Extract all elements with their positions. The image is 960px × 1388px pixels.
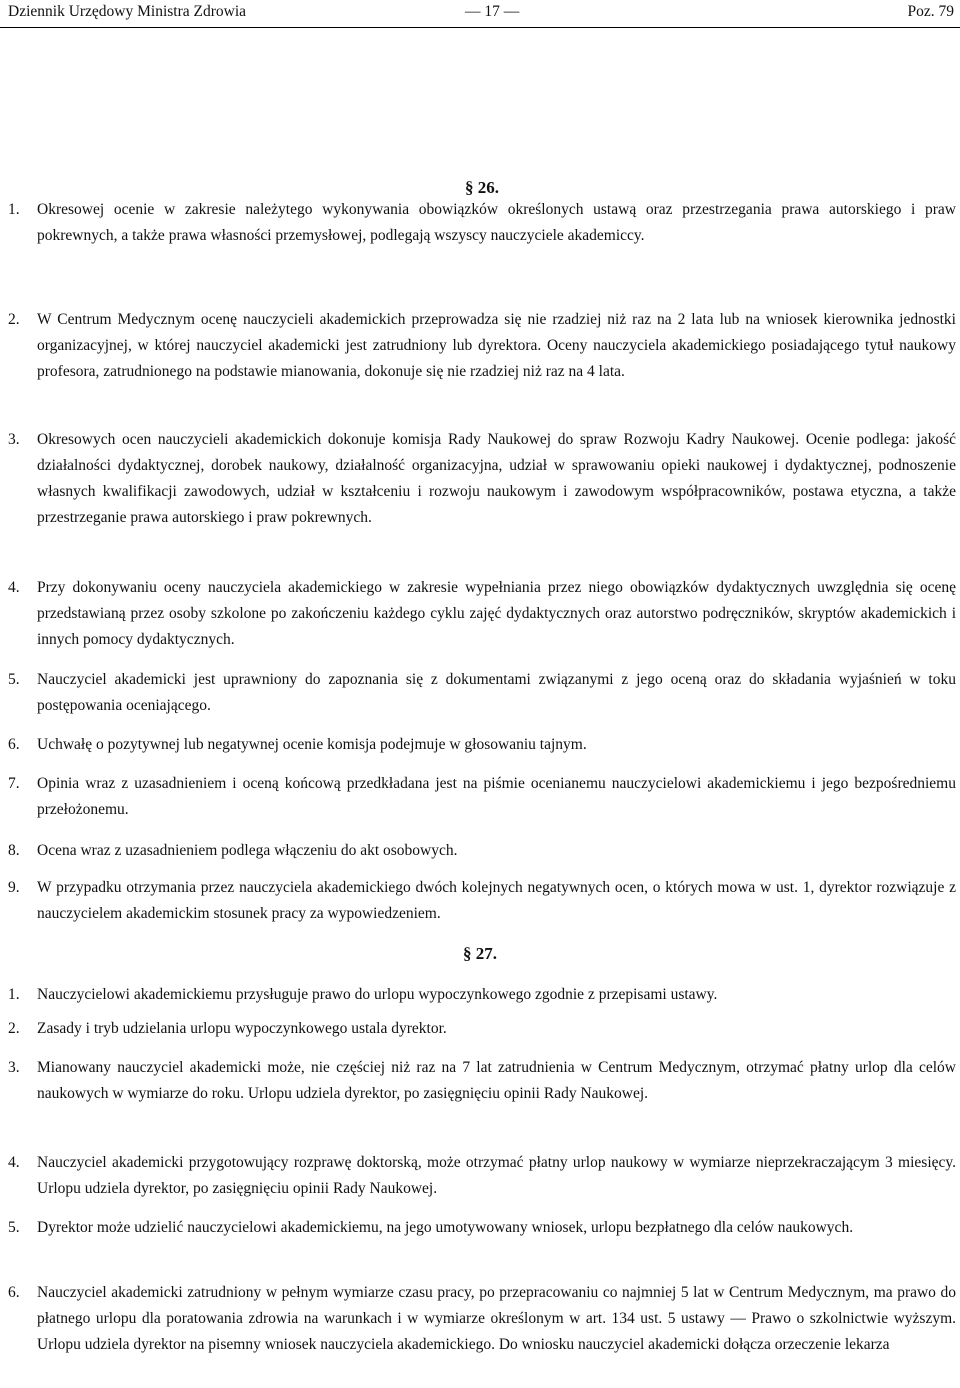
- paragraph-27-3: [8, 1055, 956, 1107]
- paragraph-26-6: [8, 732, 956, 758]
- paragraph-27-2: [8, 1016, 956, 1042]
- paragraph-number: 3.: [8, 1059, 20, 1076]
- item-position: Poz. 79: [907, 3, 954, 20]
- paragraph-number: 6.: [8, 736, 20, 753]
- paragraph-number: 4.: [8, 1154, 20, 1171]
- paragraph-26-3: [8, 427, 956, 531]
- paragraph-text: Opinia wraz z uzasadnieniem i oceną końcową przedkładana jest na piśmie ocenianemu nauczycielowi akademickiemu i jego bezpośredniemu przełożonemu.: [37, 775, 956, 818]
- paragraph-text: Nauczyciel akademicki przygotowujący rozprawę doktorską, może otrzymać płatny urlop naukowy w wymiarze nieprzekraczającym 3 miesięcy. Urlopu udziela dyrektor, po zasięgnięciu opinii Rady Naukowej.: [37, 1154, 956, 1197]
- paragraph-27-5: [8, 1215, 956, 1241]
- section-heading-text: § 26.: [465, 178, 499, 197]
- paragraph-26-1: [8, 197, 956, 249]
- paragraph-text: Ocena wraz z uzasadnieniem podlega włączeniu do akt osobowych.: [37, 842, 458, 859]
- paragraph-number: 9.: [8, 879, 20, 896]
- paragraph-26-9: [8, 875, 956, 927]
- paragraph-number: 5.: [8, 671, 20, 688]
- paragraph-text: Dyrektor może udzielić nauczycielowi akademickiemu, na jego umotywowany wniosek, urlopu bezpłatnego dla celów naukowych.: [37, 1219, 854, 1236]
- paragraph-number: 8.: [8, 842, 20, 859]
- paragraph-number: 6.: [8, 1284, 20, 1301]
- paragraph-text: W przypadku otrzymania przez nauczyciela akademickiego dwóch kolejnych negatywnych ocen, o których mowa w ust. 1, dyrektor rozwiązuje z nauczycielem akademickim stosunek pracy za wypowiedzeniem.: [37, 879, 956, 922]
- paragraph-number: 3.: [8, 431, 20, 448]
- paragraph-text: Zasady i tryb udzielania urlopu wypoczynkowego ustala dyrektor.: [37, 1020, 447, 1037]
- page-header: [0, 0, 960, 28]
- paragraph-number: 2.: [8, 1020, 20, 1037]
- paragraph-27-1: [8, 982, 956, 1008]
- paragraph-number: 5.: [8, 1219, 20, 1236]
- paragraph-27-6: [8, 1280, 956, 1358]
- paragraph-number: 2.: [8, 311, 20, 328]
- paragraph-26-5: [8, 667, 956, 719]
- paragraph-text: Uchwałę o pozytywnej lub negatywnej ocenie komisja podejmuje w głosowaniu tajnym.: [37, 736, 587, 753]
- page-number: — 17 —: [465, 3, 520, 20]
- paragraph-26-2: [8, 307, 956, 385]
- section-heading-27: [0, 941, 960, 967]
- paragraph-text: Okresowej ocenie w zakresie należytego wykonywania obowiązków określonych ustawą oraz przestrzegania prawa autorskiego i praw pokrewnych, a także prawa własności przemysłowej, podlegają wszyscy nauczyciele akademiccy.: [37, 201, 956, 244]
- paragraph-text: W Centrum Medycznym ocenę nauczycieli akademickich przeprowadza się nie rzadziej niż raz na 2 lata lub na wniosek kierownika jednostki organizacyjnej, w której nauczyciel akademicki jest zatrudniony lub dyrektora. Oceny nauczyciela akademickiego posiadającego tytuł naukowy profesora, zatrudnionego na podstawie mianowania, dokonuje się nie rzadziej niż raz na 4 lata.: [37, 311, 956, 380]
- paragraph-number: 1.: [8, 986, 20, 1003]
- paragraph-text: Okresowych ocen nauczycieli akademickich dokonuje komisja Rady Naukowej do spraw Rozwoju Kadry Naukowej. Ocenie podlega: jakość działalności dydaktycznej, dorobek naukowy, działalność organizacyjna, udział w sprawowaniu opieki naukowej i dydaktycznej, podnoszenie własnych kwalifikacji zawodowych, udział w kształceniu i rozwoju naukowym i zawodowym współpracowników, postawa etyczna, a także przestrzeganie prawa autorskiego i praw pokrewnych.: [37, 431, 956, 526]
- paragraph-26-8: [8, 838, 956, 864]
- paragraph-number: 7.: [8, 775, 20, 792]
- paragraph-text: Mianowany nauczyciel akademicki może, nie częściej niż raz na 7 lat zatrudnienia w Centrum Medycznym, otrzymać płatny urlop dla celów naukowych w wymiarze do roku. Urlopu udziela dyrektor, po zasięgnięciu opinii Rady Naukowej.: [37, 1059, 956, 1102]
- paragraph-27-4: [8, 1150, 956, 1202]
- paragraph-26-4: [8, 575, 956, 653]
- paragraph-text: Nauczycielowi akademickiemu przysługuje prawo do urlopu wypoczynkowego zgodnie z przepisami ustawy.: [37, 986, 718, 1003]
- paragraph-text: Przy dokonywaniu oceny nauczyciela akademickiego w zakresie wypełniania przez niego obowiązków dydaktycznych uwzględnia się ocenę przedstawianą przez osoby szkolone po zakończeniu każdego cyklu zajęć dydaktycznych oraz autorstwo podręczników, skryptów akademickich i innych pomocy dydaktycznych.: [37, 579, 956, 648]
- paragraph-text: Nauczyciel akademicki jest uprawniony do zapoznania się z dokumentami związanymi z jego oceną oraz do składania wyjaśnień w toku postępowania oceniającego.: [37, 671, 956, 714]
- paragraph-number: 4.: [8, 579, 20, 596]
- paragraph-text: Nauczyciel akademicki zatrudniony w pełnym wymiarze czasu pracy, po przepracowaniu co najmniej 5 lat w Centrum Medycznym, ma prawo do płatnego urlopu dla poratowania zdrowia na warunkach i w wymiarze określonym w art. 134 ust. 5 ustawy — Prawo o szkolnictwie wyższym. Urlopu udziela dyrektor na pisemny wniosek nauczyciela akademickiego. Do wniosku nauczyciel akademicki dołącza orzeczenie lekarza: [37, 1284, 956, 1353]
- paragraph-26-7: [8, 771, 956, 823]
- section-heading-text: § 27.: [463, 944, 497, 963]
- paragraph-number: 1.: [8, 201, 20, 218]
- journal-title: Dziennik Urzędowy Ministra Zdrowia: [8, 3, 247, 20]
